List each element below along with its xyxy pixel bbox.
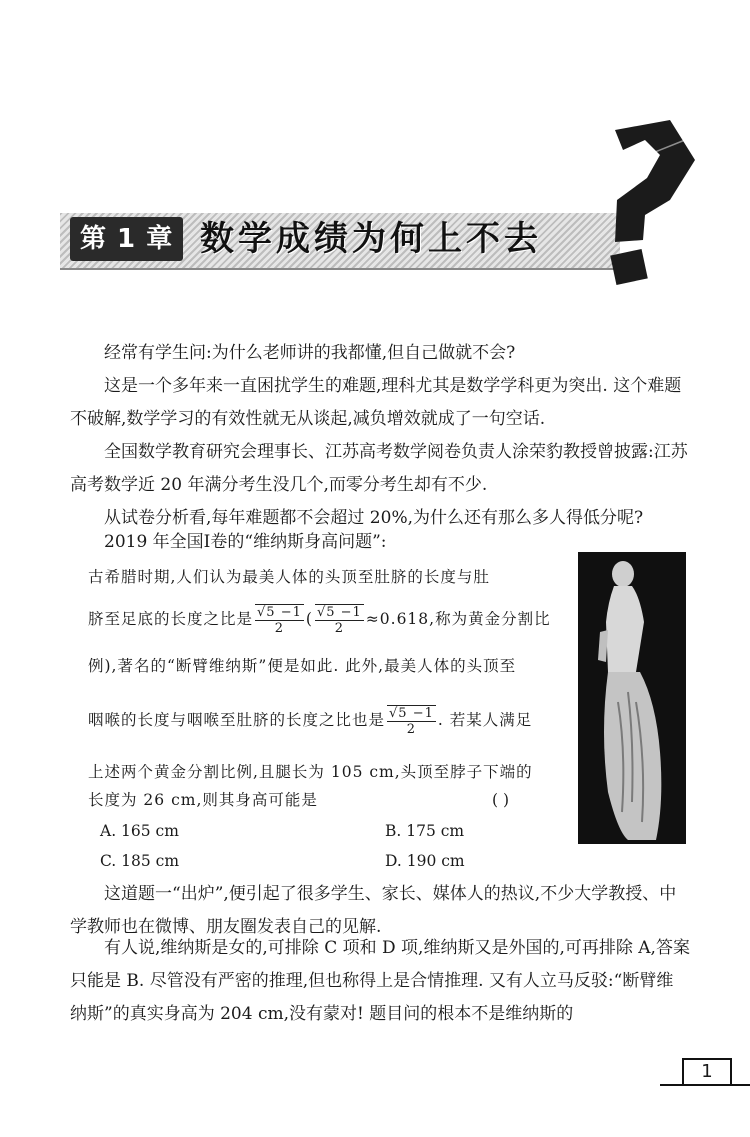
after-paragraph-1: 这道题一“出炉”,便引起了很多学生、家长、媒体人的热议,不少大学教授、中学教师也在微博、朋友圈发表自己的见解. (70, 884, 677, 937)
intro-paragraph-2: 这是一个多年来一直困扰学生的难题,理科尤其是数学学科更为突出. 这个难题不破解,数学学习的有效性就无从谈起,减负增效就成了一句空话. (70, 376, 682, 429)
fraction (255, 604, 304, 636)
problem-text: ( (305, 610, 313, 628)
problem-line-3: 例),著名的“断臂维纳斯”便是如此. 此外,最美人体的头顶至 (88, 657, 517, 675)
intro-paragraph-1: 经常有学生问:为什么老师讲的我都懂,但自己做就不会? (104, 343, 516, 363)
problem-line-5: 上述两个黄金分割比例,且腿长为 105 cm,头顶至脖子下端的 (88, 763, 533, 781)
fraction (387, 705, 436, 737)
fraction-denominator: 2 (274, 621, 285, 636)
problem-text: 脐至足底的长度之比是 (88, 610, 254, 628)
problem-line-4 (88, 705, 558, 737)
chapter-label: 第 1 章 (70, 217, 183, 261)
intro-paragraph-4: 从试卷分析看,每年难题都不会超过 20%,为什么还有那么多人得低分呢? (104, 508, 644, 528)
chapter-title: 数学成绩为何上不去 (200, 219, 542, 259)
problem-line-2 (88, 604, 558, 636)
fraction (315, 604, 364, 636)
option-b: B. 175 cm (385, 822, 465, 840)
fraction-denominator: 2 (406, 722, 417, 737)
intro-paragraph-3: 全国数学教育研究会理事长、江苏高考数学阅卷负责人涂荣豹教授曾披露:江苏高考数学近 20 年满分考生没几个,而零分考生却有不少. (70, 442, 688, 495)
option-a: A. 165 cm (100, 822, 179, 840)
problem-text: . 若某人满足 (437, 711, 533, 729)
problem-line-6: 长度为 26 cm,则其身高可能是 (88, 791, 318, 809)
page-number-rule (660, 1084, 750, 1086)
fraction-numerator: √5 −1 (389, 706, 434, 721)
venus-statue-image (578, 552, 686, 844)
intro-paragraph-5: 2019 年全国Ⅰ卷的“维纳斯身高问题”: (104, 532, 387, 552)
problem-line-1: 古希腊时期,人们认为最美人体的头顶至肚脐的长度与肚 (88, 568, 490, 586)
chapter-banner (60, 205, 620, 275)
fraction-numerator: √5 −1 (316, 605, 362, 620)
problem-text: ≈0.618,称为黄金分割比 (365, 610, 551, 628)
after-paragraph-2: 有人说,维纳斯是女的,可排除 C 项和 D 项,维纳斯又是外国的,可再排除 A,答案只能是 B. 尽管没有严密的推理,但也称得上是合情推理. 又有人立马反驳:“断臂维纳斯”的真实身高为 204 cm,没有蒙对! 题目问的根本不是维纳斯的 (70, 938, 690, 1024)
answer-blank: ( ) (492, 791, 510, 809)
option-c: C. 185 cm (100, 852, 180, 870)
option-d: D. 190 cm (385, 852, 465, 870)
question-mark-decoration (575, 120, 695, 290)
page-number: 1 (682, 1058, 732, 1086)
fraction-numerator: √5 −1 (257, 605, 302, 620)
fraction-denominator: 2 (334, 621, 344, 636)
problem-text: 咽喉的长度与咽喉至肚脐的长度之比也是 (88, 711, 386, 729)
